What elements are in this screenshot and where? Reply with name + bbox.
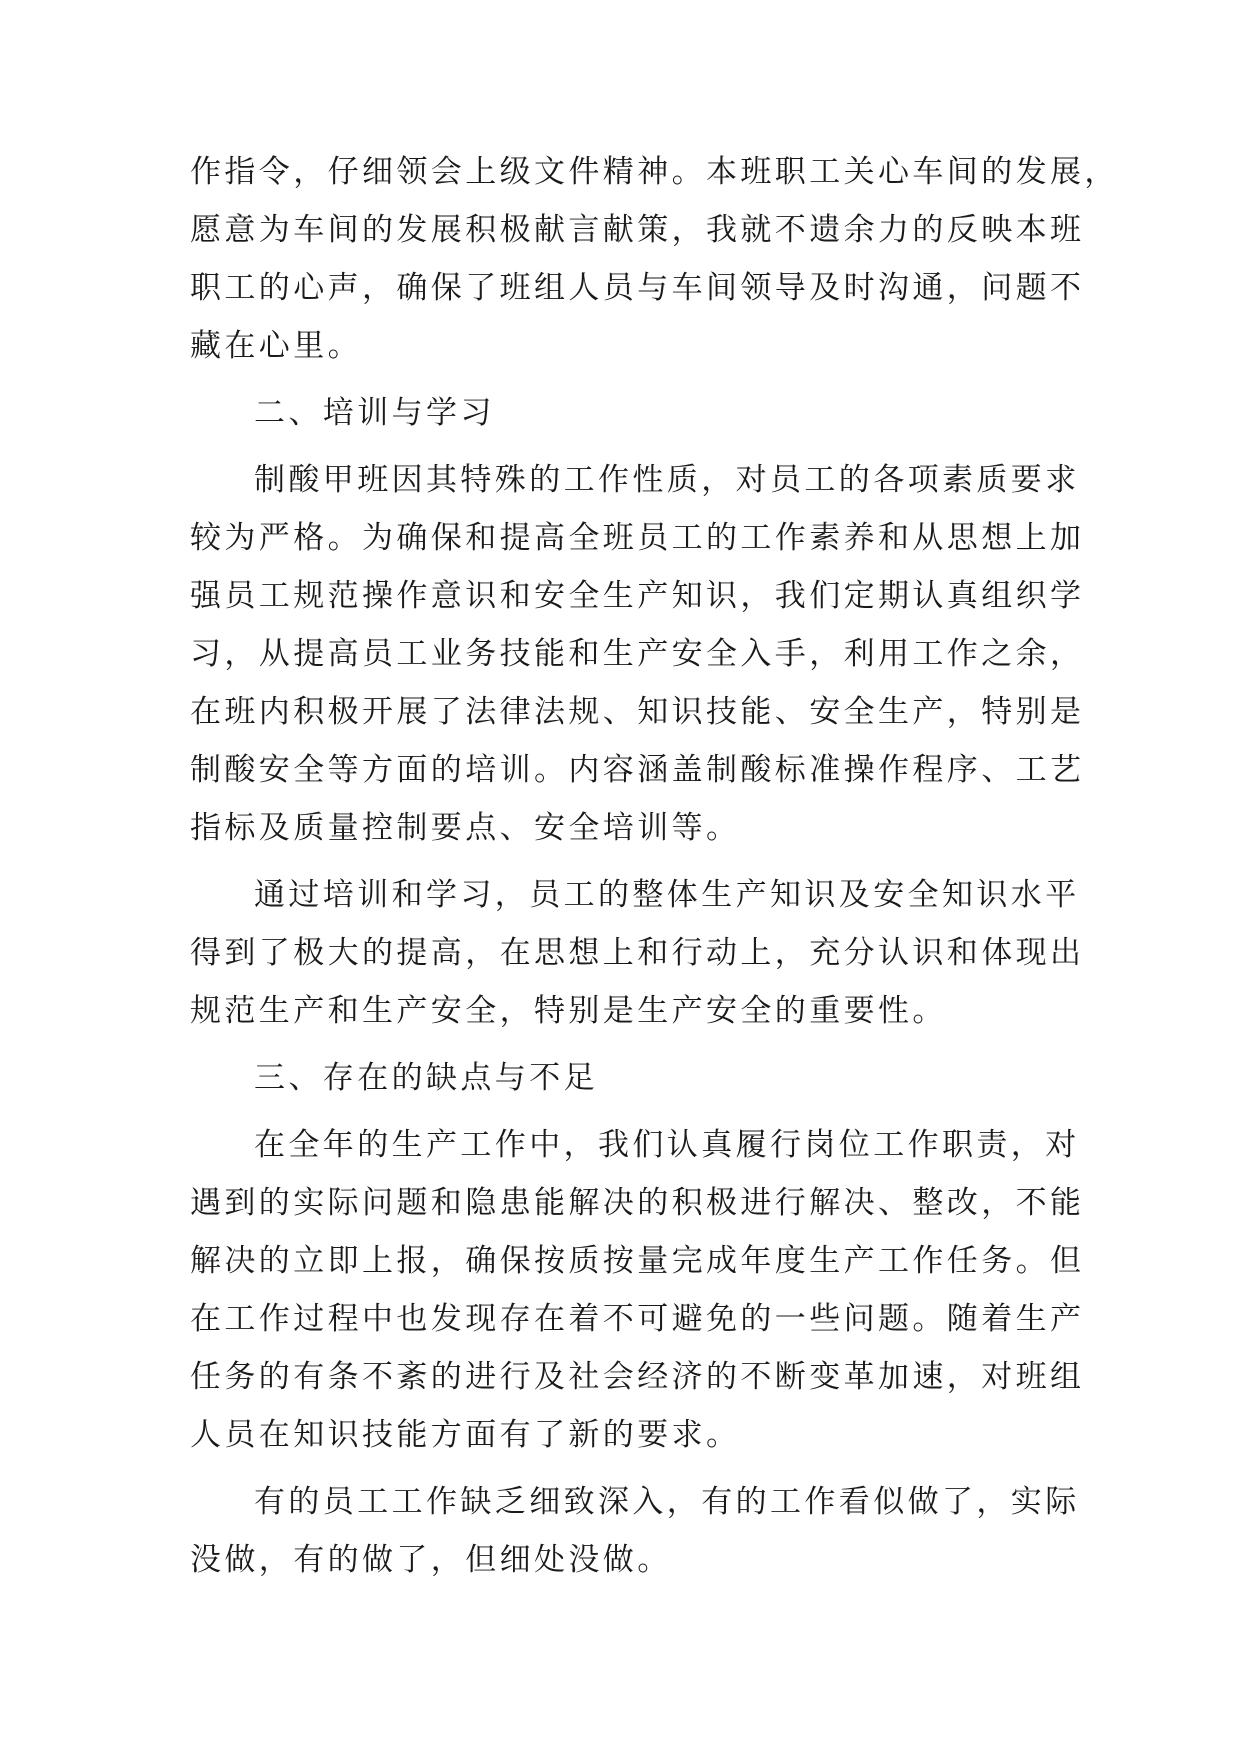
paragraph-line: 解决的立即上报，确保按质按量完成年度生产工作任务。但 bbox=[190, 1243, 1085, 1279]
paragraph-line: 遇到的实际问题和隐患能解决的积极进行解决、整改，不能 bbox=[190, 1185, 1085, 1221]
paragraph-line: 在班内积极开展了法律法规、知识技能、安全生产，特别是 bbox=[190, 694, 1085, 730]
paragraph-line: 通过培训和学习，员工的整体生产知识及安全知识水平 bbox=[254, 877, 1080, 913]
paragraph-line: 愿意为车间的发展积极献言献策，我就不遗余力的反映本班 bbox=[190, 212, 1085, 248]
paragraph-line: 制酸甲班因其特殊的工作性质，对员工的各项素质要求 bbox=[254, 462, 1080, 498]
paragraph-line: 强员工规范操作意识和安全生产知识，我们定期认真组织学 bbox=[190, 578, 1085, 614]
paragraph-line: 规范生产和生产安全，特别是生产安全的重要性。 bbox=[190, 993, 947, 1029]
paragraph-line: 藏在心里。 bbox=[190, 328, 362, 364]
paragraph-line: 制酸安全等方面的培训。内容涵盖制酸标准操作程序、工艺 bbox=[190, 752, 1085, 788]
paragraph-line: 有的员工工作缺乏细致深入，有的工作看似做了，实际 bbox=[254, 1484, 1080, 1520]
paragraph-line: 职工的心声，确保了班组人员与车间领导及时沟通，问题不 bbox=[190, 270, 1085, 306]
paragraph-line: 任务的有条不紊的进行及社会经济的不断变革加速，对班组 bbox=[190, 1359, 1085, 1395]
paragraph-line: 较为严格。为确保和提高全班员工的工作素养和从思想上加 bbox=[190, 520, 1085, 556]
paragraph-line: 在全年的生产工作中，我们认真履行岗位工作职责，对 bbox=[254, 1127, 1080, 1163]
paragraph-line: 指标及质量控制要点、安全培训等。 bbox=[190, 810, 741, 846]
section-heading-training: 二、培训与学习 bbox=[254, 395, 495, 431]
paragraph-line: 得到了极大的提高，在思想上和行动上，充分认识和体现出 bbox=[190, 935, 1085, 971]
section-heading-shortcomings: 三、存在的缺点与不足 bbox=[254, 1060, 598, 1096]
paragraph-line: 人员在知识技能方面有了新的要求。 bbox=[190, 1417, 741, 1453]
paragraph-line: 没做，有的做了，但细处没做。 bbox=[190, 1542, 672, 1578]
paragraph-line: 习，从提高员工业务技能和生产安全入手，利用工作之余， bbox=[190, 636, 1085, 672]
paragraph-line: 作指令，仔细领会上级文件精神。本班职工关心车间的发展， bbox=[190, 154, 1119, 190]
paragraph-line: 在工作过程中也发现存在着不可避免的一些问题。随着生产 bbox=[190, 1301, 1085, 1337]
